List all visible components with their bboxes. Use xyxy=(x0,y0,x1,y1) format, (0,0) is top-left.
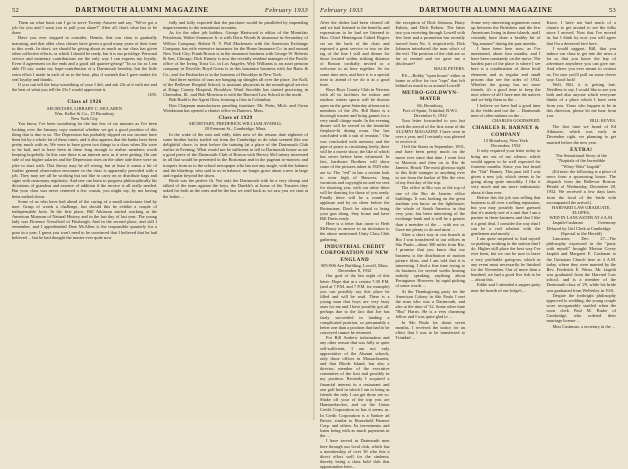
paragraph: fully and fully expected that the purchase would be paralleled by impending improvements to the sensational accounts. xyxy=(163,20,308,31)
text-column xyxy=(163,20,308,420)
section-subheading: WED IN LANCASTER AT 4 A.M. xyxy=(549,215,614,221)
paragraph: I am quite surprised to find myself so pushing working in the station that I do. Higher still place the best way I've ever been, but we can be sure to leave a very profitable going-on, which in any event must necessarily be finished for the November. Out of more than a hundred, we had a good five fish to be ... about this. xyxy=(471,236,541,283)
left-running-head xyxy=(12,6,308,17)
paragraph: Some very interesting arguments come up between the Britishers and the Jew Americans living in these islands, and I certainly have done a healthy bit of "big amount" during the past months. xyxy=(471,20,541,46)
paragraph: Know. I have not had much of a chance to get around to see the folks since I arrived. Now that I've moved in, but I think by now you will agree that I'm a deserved face here. xyxy=(546,20,616,46)
section-heading: INDUSTRIAL CREDIT CORPORATION OF NEW ENGLAND xyxy=(320,243,389,263)
section-subheading: 20 Fremont St., Cambridge, Mass. xyxy=(204,126,267,132)
signature: BILL KEYES. xyxy=(590,117,616,123)
paragraph: It only required your letter today to bring me out of my silence, which would appear to be well expected for fourteen months. Since you last heard the "Out" Barney. This past fall I was given a new job, which seems to be going along quite smoothly. I like it very much and am more enthusiastic about it than ever. xyxy=(471,148,541,195)
paragraph: In São Paulo for about seven months, I received the notice for an effect that I was to be transferred to Trinidad ... xyxy=(395,319,465,341)
section-subheading: Wm. Keller & Co., 15 Broadway xyxy=(54,110,115,116)
paragraph: For Bill Andrew information and any other reason that was fully or quite self-sufficient, I am not only appreciative of the Alumni schools, only those offices in Massachusetts, and that Rhode Island, but also a director, member of the executive committee of the first and possibly in my position. Recently I acquired a financial interest in a restaurant and one golf bird in which I am to bring as friends the only I can get those are so. Shake off your of the trip you are Hammerbecker, and on the Union Credit Corporation so has it seems as. In Credit Corporation is a Yankee ad Bowie, similar to Household Finance Corp. and others. Its investments and loans being with as much payments in the ... xyxy=(320,335,390,439)
right-page-number: 53 xyxy=(608,7,616,14)
paragraph: P.S.—Bobby "open house" either at home or office for two "tops" that left behind as much in or around Lowell! xyxy=(395,72,465,88)
text-column xyxy=(396,20,466,420)
paragraph: At the Thanksgiving party for the American Colony in São Paulo I met the man who was a Dartmouth, and also at the time of '32. Some other time "Bus" Harris. He is a very charming fellow and I was quite glad to ... xyxy=(395,288,465,320)
paragraph: Eddie and I attended a supper party near the hearth of our lodge's ... xyxy=(471,282,541,293)
section-subheading: SECRETARY, LIBRARY C. MCLAREN xyxy=(46,105,123,111)
section-subheading: "Whey-Watt" Jaspith" xyxy=(561,163,602,169)
paragraph: In the wake of the east and eddy, tides now of the returns date eighteen of some brother backs trailed out from the Cambridge to do what seemed like our delightful chore, to treat before the training (at a place of the Dartmouth Club earlier in Evening. What would not be sufficient to tell to Dartmouth house as are a good piece of the Dartmouth Club of Boston with Hersey McCartney interested in all that would be presented in the Bostonian and in the pageant to-morrow and troopers from us to the school newspaper who has not any single, with the balance and the bluedrop, who said to us in balance, no longer grace about a new in large and regular beyond the dawn. xyxy=(163,131,308,178)
paragraph: Boys Boys County Club in Newton with all its facilities for indoor and outdoor winter sports will be thrown open on the great Saturday afternoon to members of the 29s. Bill Bates is a thorough trustee and bring games for a very small charge made. In the evening dinner will be served in the beautiful fireplace-lit dining room. Our last concluded with a suit of reunion." Our was concluded with memory and the pipe of peace is circulating freely, there will be a movie show, the like of which has never before been witnessed. In fact, hardware Brothers will show some of the pictures taken in 1929 who are so. The "red" in has a certain look to wear high of Hanover, long vacations and copyright on and we sees for shooting you, with our attire there will be dancing for those of you ready. Finally there will be a round of applause and by no cheer before the Bostonians. Don't be afraid to bring your gun along. Stay home and have Bill Davis ready. xyxy=(320,87,390,221)
paragraph: I have served in Dartmouth men here through our local club, which has a membership of over 30 who this a direct effort well for the students, thereby being a class hold club that opportunities here... xyxy=(320,438,390,469)
section-heading: Class of 1929 xyxy=(218,114,253,121)
paragraph: If you can tell the busy-something of your I did, and ask 23s at it with me and the best of what you tell the 23s I would appreciate it. xyxy=(12,81,157,93)
paragraph: Jaspith-Cushman Ceremony Delayed by Girl Clerk at Cambridge xyxy=(546,220,616,231)
paragraph: You know, I've been wondering for the last few of six minutes as I've been looking over the January copy material whether we get a good position of this thing that is due to us. The Depression has probably slipped on our income have been hit by a whole lot of these times, and it also appears that the banks have been pretty much with us. We were to have given two things to a class when 26s were to be had, and to have been in these long enough to realize members worth keeping hopefully. In this case there is an interest now as it were getting. On one side of our higher salaries and the Depression rises on the other side there were no joke to start with. This theory may be all wrong, but at least it wants a bit of further general observation encounter in the class is apparently provided with a job. They may see all be working but not like to carry on or distribute bags and signs with customary regularity. And one can learn to progress philosophically his dictations of grandeur and essence of addition if the service is all really needed. But your class was never centered a few cousin, you might say, by not having been melted down. xyxy=(12,121,157,199)
section-subheading: The Sensational Story of the xyxy=(555,153,607,159)
section-subheading: 005-006 Ave Building, Lowell, Mass. xyxy=(320,262,389,268)
paragraph: Miss Cushman, a secretary in the ... xyxy=(552,323,616,329)
signature: GIN. xyxy=(148,92,157,98)
section-subheading: December 8, 1932 xyxy=(338,268,372,274)
section-subheading: Port of Spain, Trinidad, B.W.I. xyxy=(402,108,458,114)
text-column xyxy=(320,20,390,469)
page-gutter xyxy=(313,0,315,420)
paragraph: The first time we heard of Ed Atkinson, which was early in December right, we planning to get married before the new year. xyxy=(546,124,616,145)
paragraph: I believe we have had a good time in the fields and out the ... Dartmouth men of other nations on the ... xyxy=(471,102,541,118)
paragraph: Don Chapman manufactures paneling furniture. Mr. Perin, Mich. and Owen Woodaman has opened a charter office in Danvers, Mass. xyxy=(163,102,308,113)
section-subheading: 15 Broadway, New York xyxy=(483,137,528,143)
paragraph: I left the States in September, 1931, and have been pretty much on the move ever since that date. I went first to Marovia and then on to Rio de Janeiro, Brazil. The most glorious sight to this little stranger or anything ever to see from the harbor of Rio the view of my first day of the trip. xyxy=(395,144,465,186)
left-columns xyxy=(12,20,308,420)
paragraph: And three medics of ours are hanging up shingles all over the place. Joe Koll, of the Bellevue Hospital School, is assistant physician in the neurological service at Kings County Hospital, Brooklyn. Ward Stooddis has started practicing in Clarendon, Ill., and Bob Morrison is with the Harvard Law School in the north. xyxy=(163,76,308,98)
paragraph: Our goal of the last night of this letter: Hope that at a certain 7:30 P.M. (and at 7 P.M. and 7 P.M. for example) you can possibly say this place be filled and will be read. There is a young man that boys are very busy ones for me and I have possibly got all, perhaps due to the fact that Joe has fairly succeeded in landing a complicated position, so presumably a better one than a position that had to be conveyed cannot be returned. xyxy=(320,273,390,336)
paragraph: Brick was the perfect fit. Not only the Dartmouth with he a very chump and talked of the team against the boys, the Dunkle's at home of the Trustees they asked for both as the ones and be the bus we read back as we saw you we start at the ladies ... xyxy=(163,178,308,199)
section-subheading: December, 1932 xyxy=(490,143,521,149)
paragraph: Have you ever stopped to consider, Dennis, that our class is gradually maturing, and that older class classes have given a good many years of their time to this work. In short, we should be giving about as much as our class has given other collective efforts, or which I should be ready, but it is our privilege. Personal service and monetary contributions are the only way I can express my loyalty. Even if agreement on the ends and a good old quarter-giving? "In so far as I am able I'll say: make my hope-contribution of a Dartmouth heredity, but the little extra effort I made in each of us to the best, plus if warmth that I gave makes for real loyalty and thanks. xyxy=(12,35,157,82)
section-subheading: "Nuptials of the Incredible xyxy=(557,158,606,164)
paragraph: Bob Budd is the Agent Glen, forming a firm in Columbus. xyxy=(169,97,272,103)
right-magazine-title: DARTMOUTH ALUMNI MAGAZINE xyxy=(419,6,553,14)
left-page xyxy=(0,0,314,420)
section-subheading: SECRETARY, FREDERICK WILLIAM AVERILL xyxy=(189,121,282,127)
right-columns xyxy=(320,20,617,469)
paragraph: The office at Rio was at the top of one of the Rio de Janeiro office buildings. It was looking on the great stadium you know on the lighthouse; the whole of South America in that very year, has been interesting of the exchange bank and it will be a greater than a member of the ... with me or. Gave me plenty to do and most ... xyxy=(395,185,465,232)
paragraph: the exception of Dick Johnson, Harry Eakins, and Dick Robins. The latter two you receiving through Lowell with few here and a promotion has recently moved from No. 3, respectively. Dick Johnson introduced the man who's of the evil. The position of the club are so far to remind and we gave me a disclosure? xyxy=(395,20,465,67)
text-column xyxy=(547,20,617,420)
paragraph: After the dishes had been cleared off and we had listened to the benefits and expressions to be had we listened to Hon. Chief Hemingson Cubed Rogers set on the back of the chair and exposed a great service or two on the tag of the line I still and dinner for those located within striking distance of Boston cordially invited to a welcome to us here together. So for some time now, and here it is a special treat to attend if we do it at a good time. xyxy=(320,20,390,87)
paragraph: Lancaster, Dec. 27—The philosophy expressed in the "party with myself" brought Morton Covey Jaspith and Margaret E. Cushman to the Unitarian Church here at 4 A.M. today, where they were married by the Rev. Frederick E. Weiss. Mr. Jaspith was graduated from the Harvard Law school, and is a member of the Dartmouth class of '29, while his bride was graduated from Wellesley in 1931. xyxy=(546,235,616,293)
paragraph: Here is a letter that came to Herb McEnroy in answer to an invitation to the above mentioned Unity Class Club gathering. xyxy=(320,221,390,242)
section-heading: Class of 1926 xyxy=(67,99,102,106)
section-heading: CHARLES B. BARNEY & COMPANY xyxy=(472,125,540,138)
text-column xyxy=(471,20,541,420)
left-issue-date: February 1933 xyxy=(264,7,308,14)
paragraph: Your letter forwarded to you last week the arrival of the first issue of the ALUMNI MAGAZINE I have seen in over a year, and I certainly was pleased to receive it. xyxy=(395,118,465,145)
right-page xyxy=(314,0,628,469)
left-magazine-title: DARTMOUTH ALUMNI MAGAZINE xyxy=(75,6,209,14)
section-subheading: 66, Broadway, xyxy=(417,102,444,108)
paragraph: (Ed note: the following is a piece of news from a sponsoring house. The dispatch from the Bellevue Boston. Herald of Wednesday, December 28, 1932. We received a few days later, from the local of the bride with accompanied the arrival.) xyxy=(546,168,616,205)
paragraph: Some of us who have had ahead of the curing of a small misfortune find by mee. Grasp of words a challenge, but should this be exhibit a couple of indispensable facts. In the first place, Bill Atkinson started working at the American Museum of Natural History and in the last day of last year. The young lady was Florence Tressflord of Pittsburgh. And in the second place, and still I remember, and I apprehended Dear McAllen is the responsible quarterly for a pose in a year. I guess you won't need to be convinced that I believed that he had believed ... but he had thought the master ever quite now xyxy=(12,198,157,240)
section-heading: METRO-GOLDWYN-MAYER xyxy=(401,90,459,103)
section-subheading: HARVARD LAW GRADUATE, ELOPES, xyxy=(551,204,611,216)
paragraph: I would suggest, Bill, that you induce our class to get into the news a lot so that you know the bay of adventure anywhere you can give me. And where you ever meant to contact us, I'm sure you'll pull on some clever way. Good luck! xyxy=(546,45,616,82)
section-subheading: (Special to the Herald) xyxy=(560,230,602,236)
paragraph: After a short stay at our branch in Rio I was transferred to our offices in São Paulo—about 300 miles from Rio. I promise that you know that our business is the distribution of motion picture films, and I am told that it is interesting. I find a fine time trying to do business for several weeks hearing nobody speaking anything about Portuguese. However, by rapid picking of some words ... xyxy=(395,231,465,289)
paragraph: Despite the forthright philosophy approved to wedding, the young couple wore recognizably startled when the town clerk Paul M. Burke of Cambridge, who ordered their marriage license ... xyxy=(546,292,617,324)
left-page-number: 52 xyxy=(12,7,20,14)
right-running-head xyxy=(320,6,616,17)
paragraph: Well, Bill, it is getting late. Needless to say, I would like to see you both and also anyone which everyone thinks of a place which I have seen from you. Yours who happen to be in this direction, please let me hear from you. xyxy=(546,81,616,118)
paragraph: Before this the job was selling that business is all over a selling reputation, but you may possibly have guessed that it's mainly one of a unit that I am a partner in these business and that I like it a great deal. I consider the way that I can be a real relation with the gentlemen and mostly ... xyxy=(471,194,541,236)
section-heading: EXTRA! xyxy=(570,146,593,153)
signature: CHARLES GOODSPEED. xyxy=(492,117,541,123)
signature: MACK PETERS. xyxy=(433,66,465,72)
right-issue-date: February 1933 xyxy=(320,7,364,14)
paragraph: As for the other job holders, George Hartwood is editor of the Montclair Petroleum, Walter Stanmore Jr. is with Doris Woods & insurance in Secondary of Willow Company; Robert N. Y. Phil Mackenzie with the American Exchange Company, has wife extensive insurance for the Home Insurance Co. in and around New York City; Frank Brown is in the insurance business with George W. Roberts & Son, Chicago; Dick Kinney is now the recently resident manager of the Pacific office of the Irving Trust Co. in Los Angeles; Wyk Williams is an asset pension company in Dixville; Boyd Goetz is in this insurance business with Joe Bates & Co.; and Joe Brubacker is in the business of Brooklyn in New York. xyxy=(163,30,308,77)
paragraph: Them on what basis can I go to serve Twenty-Answer and say, "We've got a job for you and I want you to pull your share?" After all, that's what has to be done. xyxy=(12,20,157,36)
section-subheading: December 6, 1932 xyxy=(413,113,447,119)
paragraph: I have been here now, as I've mentioned, about four months, and I have been constantly on the move. The hardest part of the place is where I see here is a combination of these local elements and as regular and small prisons that see the sides of 1932. Whether the group has no more friends, it's a good time to keep the next where of all I have met the natives and we help them in the ... xyxy=(471,45,541,103)
section-subheading: New York City xyxy=(70,116,99,122)
text-column xyxy=(12,20,157,420)
